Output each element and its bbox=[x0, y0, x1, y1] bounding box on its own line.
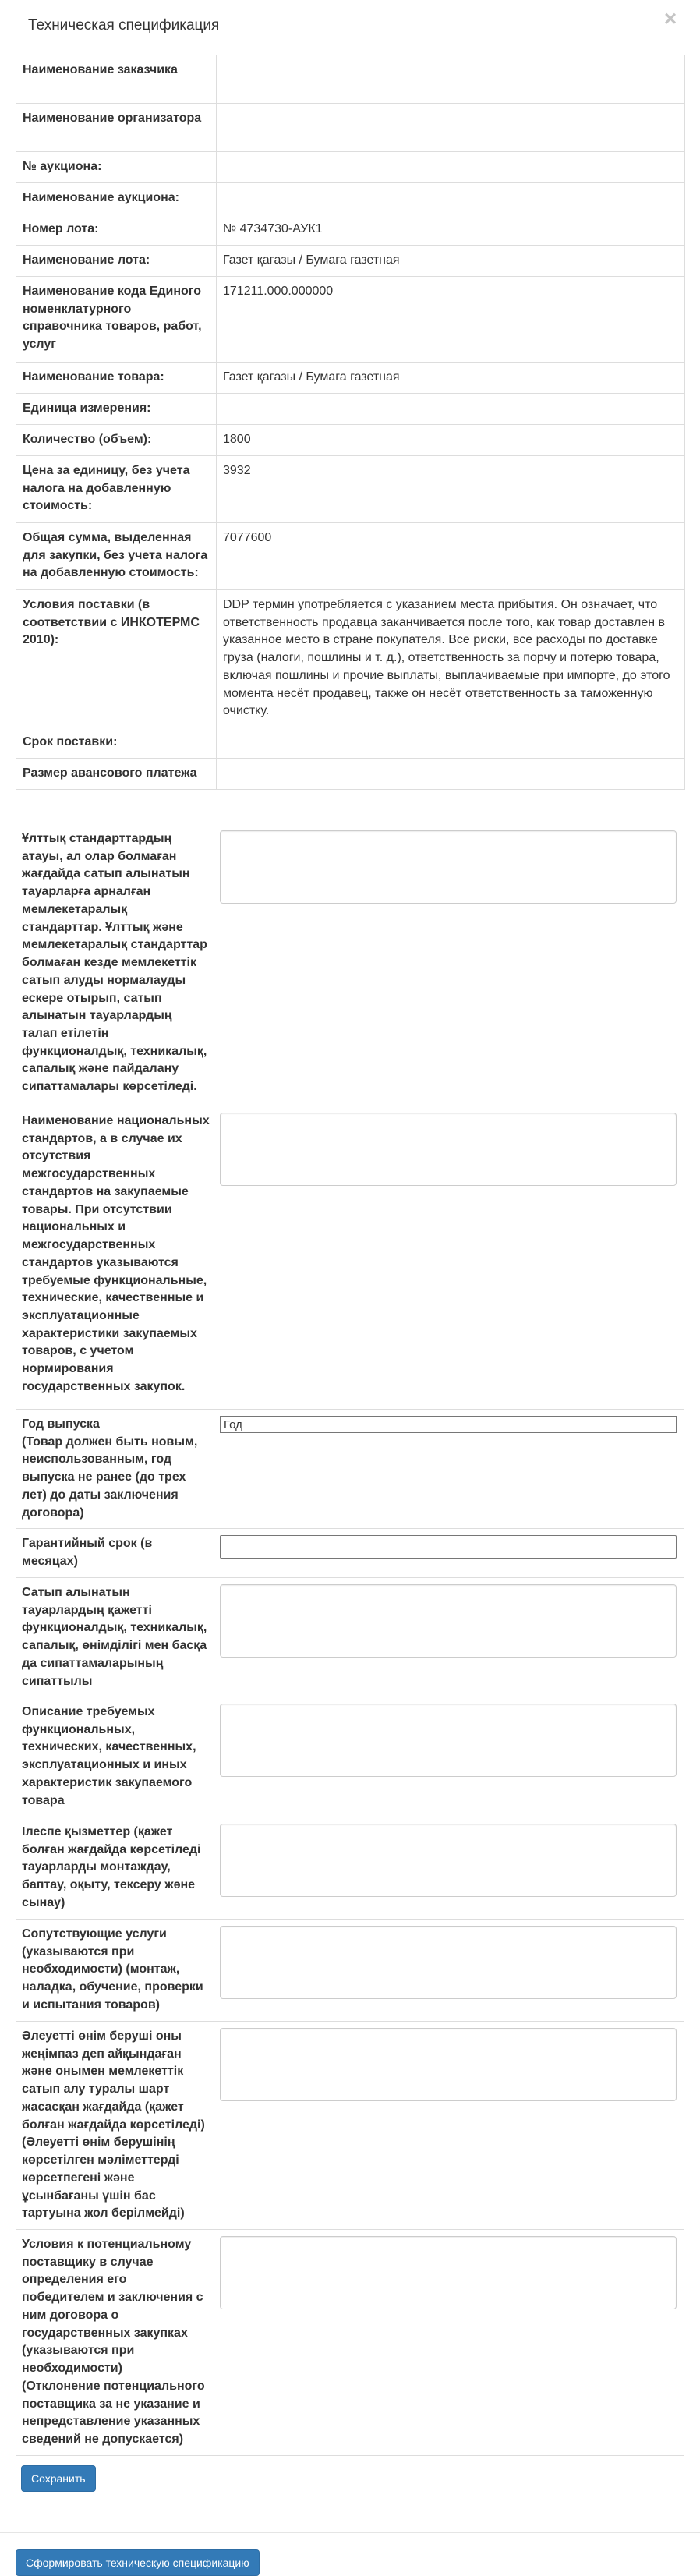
customer-name-value bbox=[217, 55, 685, 104]
table-row bbox=[16, 394, 685, 425]
form-row-kz-services bbox=[16, 1817, 684, 1920]
table-row bbox=[16, 759, 685, 790]
lot-name-label: Наименование лота: bbox=[16, 246, 217, 277]
unit-value bbox=[217, 394, 685, 425]
table-row bbox=[16, 456, 685, 523]
organizer-name-value bbox=[217, 104, 685, 152]
form-row-ru-characteristics bbox=[16, 1697, 684, 1817]
auction-name-value bbox=[217, 183, 685, 214]
table-row bbox=[16, 152, 685, 183]
kz-producer-textarea[interactable] bbox=[220, 2028, 677, 2101]
warranty-label: Гарантийный срок (в месяцах) bbox=[22, 1537, 153, 1568]
ru-characteristics-label: Описание требуемых функциональных, технических, качественных, эксплуатационных и иных характеристик закупаемого товара bbox=[22, 1705, 196, 1807]
auction-number-value bbox=[217, 152, 685, 183]
ru-producer-label: Условия к потенциальному поставщику в случае определения его победителем и заключения с ним договора о государственных закупках (указываются при необходимости) (Отклонение потенциального поставщика за не указание и непредставление указанных сведений не допускается) bbox=[22, 2238, 205, 2446]
modal-title: Техническая спецификация bbox=[28, 17, 220, 34]
form-row-ru-services bbox=[16, 1920, 684, 2022]
ru-producer-textarea[interactable] bbox=[220, 2236, 677, 2309]
form-row-kz-producer bbox=[16, 2022, 684, 2230]
ru-characteristics-textarea[interactable] bbox=[220, 1704, 677, 1777]
enstru-code-value: 171211.000.000000 bbox=[217, 277, 685, 363]
auction-number-label: № аукциона: bbox=[16, 152, 217, 183]
table-row bbox=[16, 214, 685, 246]
modal-header bbox=[0, 0, 700, 48]
kz-services-label: Ілеспе қызметтер (қажет болған жағдайда көрсетіледі тауарларды монтаждау, баптау, оқыту, тексеру және сынау) bbox=[22, 1825, 201, 1909]
form-row-warranty bbox=[16, 1529, 684, 1578]
generate-spec-button[interactable]: Сформировать техническую спецификацию bbox=[16, 2549, 260, 2576]
spec-table bbox=[16, 55, 685, 790]
kz-producer-label: Әлеуетті өнім беруші оны жеңімпаз деп айқындаған және онымен мемлекеттік сатып алу туралы шарт жасасқан жағдайда (қажет болған жағдайда көрсетіледі) (Әлеуетті өнім берушінің көрсетілген мәліметтерді көрсетпегені және ұсынбағаны үшін бас тартуына жол берілмейді) bbox=[22, 2029, 205, 2220]
total-amount-label: Общая сумма, выделенная для закупки, без учета налога на добавленную стоимость: bbox=[16, 523, 217, 590]
modal-footer bbox=[0, 2532, 700, 2576]
form-row-kz-standards bbox=[16, 824, 684, 1106]
advance-payment-value bbox=[217, 759, 685, 790]
delivery-terms-value: DDP термин употребляется с указанием места прибытия. Он означает, что ответственность продавца заканчивается после того, как товар доставлен в указанное место в стране покупателя. Все риски, все расходы по доставке груза (налоги, пошлины и т. д.), ответственность за порчу и потерю товара, включая пошлины и прочие выплаты, выплачиваемые при импорте, до этого момента несёт продавец, также он несёт ответственность за таможенную очистку. bbox=[217, 590, 685, 727]
kz-standards-textarea[interactable] bbox=[220, 830, 677, 904]
unit-label: Единица измерения: bbox=[16, 394, 217, 425]
ru-services-label: Сопутствующие услуги (указываются при необходимости) (монтаж, наладка, обучение, проверки и испытания товаров) bbox=[22, 1927, 203, 2012]
close-icon[interactable]: × bbox=[663, 6, 677, 30]
table-row bbox=[16, 246, 685, 277]
delivery-terms-label: Условия поставки (в соответствии с ИНКОТЕРМС 2010): bbox=[16, 590, 217, 727]
table-row bbox=[16, 590, 685, 727]
delivery-period-value bbox=[217, 727, 685, 759]
table-row bbox=[16, 104, 685, 152]
kz-characteristics-label: Сатып алынатын тауарлардың қажетті функционалдық, техникалық, сапалық, өнімділігі мен басқа да сипаттамаларының сипаттылы bbox=[22, 1586, 207, 1688]
form-row-year bbox=[16, 1410, 684, 1529]
year-label: Год выпуска (Товар должен быть новым, неиспользованным, год выпуска не ранее (до трех лет) до даты заключения договора) bbox=[22, 1417, 198, 1520]
quantity-label: Количество (объем): bbox=[16, 425, 217, 456]
year-input[interactable] bbox=[220, 1416, 677, 1433]
delivery-period-label: Срок поставки: bbox=[16, 727, 217, 759]
product-name-value: Газет қағазы / Бумага газетная bbox=[217, 363, 685, 394]
kz-standards-label: Ұлттық стандарттардың атауы, ал олар болмаған жағдайда сатып алынатын тауарларға арналған мемлекетаралық стандарттар. Ұлттық және мемлекетаралық стандарттар болмаған кезде мемлекеттік сатып алуды нормалауды ескере отырып, сатып алынатын тауарлардың талап етілетін функционалдық, техникалық, сапалық және пайдалану сипаттамалары көрсетіледі. bbox=[22, 832, 207, 1094]
form-row-ru-producer bbox=[16, 2230, 684, 2456]
ru-standards-label: Наименование национальных стандартов, а в случае их отсутствия межгосударственных стандартов на закупаемые товары. При отсутствии национальных и межгосударственных стандартов указываются требуемые функциональные, технические, качественные и эксплуатационные характеристики закупаемых товаров, с учетом нормирования государственных закупок. bbox=[22, 1114, 210, 1393]
warranty-input[interactable] bbox=[220, 1535, 677, 1559]
unit-price-value: 3932 bbox=[217, 456, 685, 523]
table-row bbox=[16, 727, 685, 759]
table-row bbox=[16, 425, 685, 456]
organizer-name-label: Наименование организатора bbox=[16, 104, 217, 152]
lot-name-value: Газет қағазы / Бумага газетная bbox=[217, 246, 685, 277]
table-row bbox=[16, 55, 685, 104]
lot-number-label: Номер лота: bbox=[16, 214, 217, 246]
table-row bbox=[16, 277, 685, 363]
table-row bbox=[16, 523, 685, 590]
form-row-kz-characteristics bbox=[16, 1578, 684, 1697]
customer-name-label: Наименование заказчика bbox=[16, 55, 217, 104]
lot-number-value: № 4734730-АУК1 bbox=[217, 214, 685, 246]
auction-name-label: Наименование аукциона: bbox=[16, 183, 217, 214]
total-amount-value: 7077600 bbox=[217, 523, 685, 590]
kz-services-textarea[interactable] bbox=[220, 1824, 677, 1897]
table-row bbox=[16, 183, 685, 214]
ru-standards-textarea[interactable] bbox=[220, 1113, 677, 1186]
advance-payment-label: Размер авансового платежа bbox=[16, 759, 217, 790]
modal-body bbox=[0, 48, 700, 2492]
product-name-label: Наименование товара: bbox=[16, 363, 217, 394]
ru-services-textarea[interactable] bbox=[220, 1926, 677, 1999]
quantity-value: 1800 bbox=[217, 425, 685, 456]
enstru-code-label: Наименование кода Единого номенклатурного справочника товаров, работ, услуг bbox=[16, 277, 217, 363]
table-row bbox=[16, 363, 685, 394]
save-button[interactable]: Сохранить bbox=[21, 2465, 96, 2492]
form-row-ru-standards bbox=[16, 1106, 684, 1410]
kz-characteristics-textarea[interactable] bbox=[220, 1584, 677, 1658]
unit-price-label: Цена за единицу, без учета налога на добавленную стоимость: bbox=[16, 456, 217, 523]
